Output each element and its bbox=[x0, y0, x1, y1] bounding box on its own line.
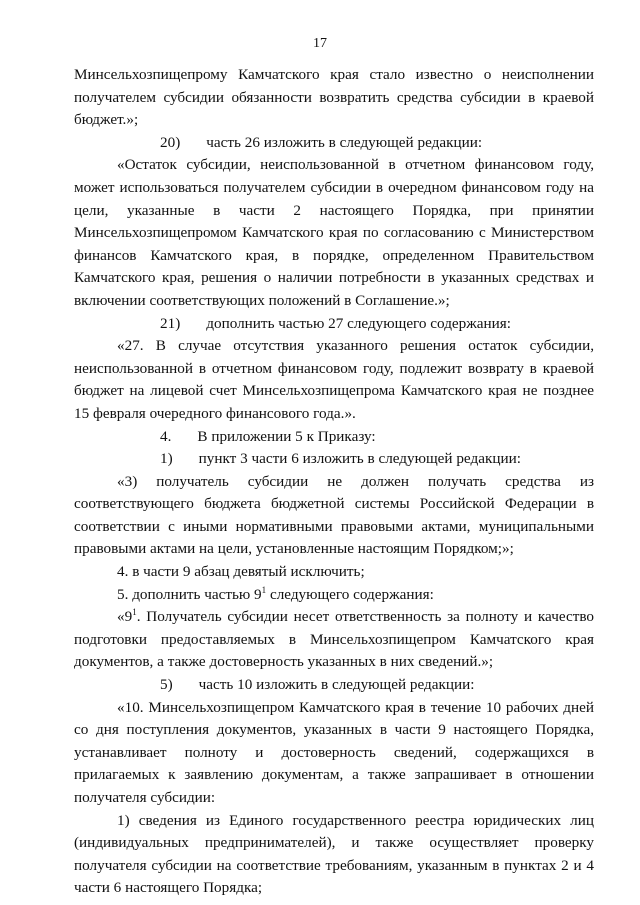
paragraph-5 bbox=[74, 426, 594, 449]
paragraph-text: 4. в части 9 абзац девятый исключить; bbox=[117, 563, 365, 581]
paragraph-text: . Получатель субсидии несет ответственность за полноту и качество подготовки предоставляемых в Минсельхозпищепром Камчатского края документов, а также достоверность указанных в них сведений.»; bbox=[74, 608, 594, 671]
paragraph-text: дополнить частью 27 следующего содержания: bbox=[206, 314, 511, 332]
paragraph-text: «10. Минсельхозпищепром Камчатского края в течение 10 рабочих дней со дня поступления документов, указанных в части 9 настоящего Порядка, устанавливает полноту и достоверность сведений, содержащихся в прилагаемых к заявлению документам, а также запрашивает в отношении получателя субсидии: bbox=[74, 698, 594, 806]
paragraph-12 bbox=[74, 697, 594, 810]
item-number: 5) bbox=[160, 676, 173, 694]
paragraph-text: Минсельхозпищепрому Камчатского края стало известно о неисполнении получателем субсидии обязанности возвратить средства субсидии в краевой бюджет.»; bbox=[74, 66, 594, 129]
paragraph-3 bbox=[74, 313, 594, 336]
paragraph-10 bbox=[74, 606, 594, 674]
paragraph-11 bbox=[74, 674, 594, 697]
paragraph-9 bbox=[74, 584, 594, 607]
item-number: 4. bbox=[160, 427, 172, 445]
paragraph-7 bbox=[74, 471, 594, 561]
paragraph-text: «27. В случае отсутствия указанного решения остаток субсидии, неиспользованной в отчетном финансовом году, подлежит возврату в краевой бюджет на лицевой счет Минсельхозпищепрома Камчатского края не позднее 15 февраля очередного финансового года.». bbox=[74, 337, 594, 422]
paragraph-6 bbox=[74, 448, 594, 471]
paragraph-text: часть 10 изложить в следующей редакции: bbox=[198, 676, 475, 694]
paragraph-text: пункт 3 части 6 изложить в следующей редакции: bbox=[198, 450, 521, 468]
paragraph-text: 1) сведения из Единого государственного реестра юридических лиц (индивидуальных предпринимателей), и также осуществляет проверку получателя субсидии на соответствие требованиям, указанным в пунктах 2 и 4 части 6 настоящего Порядка; bbox=[74, 811, 594, 897]
paragraph-8 bbox=[74, 561, 594, 584]
item-number: 21) bbox=[160, 314, 181, 332]
paragraph-0 bbox=[74, 64, 594, 132]
item-number: 20) bbox=[160, 133, 181, 151]
paragraph-2 bbox=[74, 154, 594, 312]
paragraph-text: «Остаток субсидии, неиспользованной в отчетном финансовом году, может использоваться получателем субсидии в очередном финансовом году на цели, указанные в части 2 настоящего Порядка, при принятии Минсельхозпищепромом Камчатского края по согласованию с Министерством финансов Камчатского края, в порядке, определенном Правительством Камчатского края, решения о наличии потребности в указанных средствах и включении соответствующих положений в Соглашение.»; bbox=[74, 156, 594, 309]
paragraph-text: следующего содержания: bbox=[266, 585, 434, 603]
paragraph-text: В приложении 5 к Приказу: bbox=[197, 427, 376, 445]
document-body bbox=[74, 64, 594, 900]
item-number: 1) bbox=[160, 450, 173, 468]
paragraph-text: 5. дополнить частью 9 bbox=[117, 585, 262, 603]
page-number: 17 bbox=[313, 36, 327, 51]
paragraph-13 bbox=[74, 810, 594, 900]
paragraph-text: «3) получатель субсидии не должен получать средства из соответствующего бюджета бюджетной системы Российской Федерации в соответствии с иными нормативными правовыми актами, муниципальными правовыми актами на цели, установленные настоящим Порядком;»; bbox=[74, 472, 594, 558]
paragraph-text: часть 26 изложить в следующей редакции: bbox=[206, 133, 483, 151]
paragraph-text: «9 bbox=[117, 608, 133, 626]
superscript: 1 bbox=[261, 584, 267, 595]
superscript: 1 bbox=[132, 607, 137, 618]
paragraph-4 bbox=[74, 335, 594, 425]
paragraph-1 bbox=[74, 132, 594, 155]
